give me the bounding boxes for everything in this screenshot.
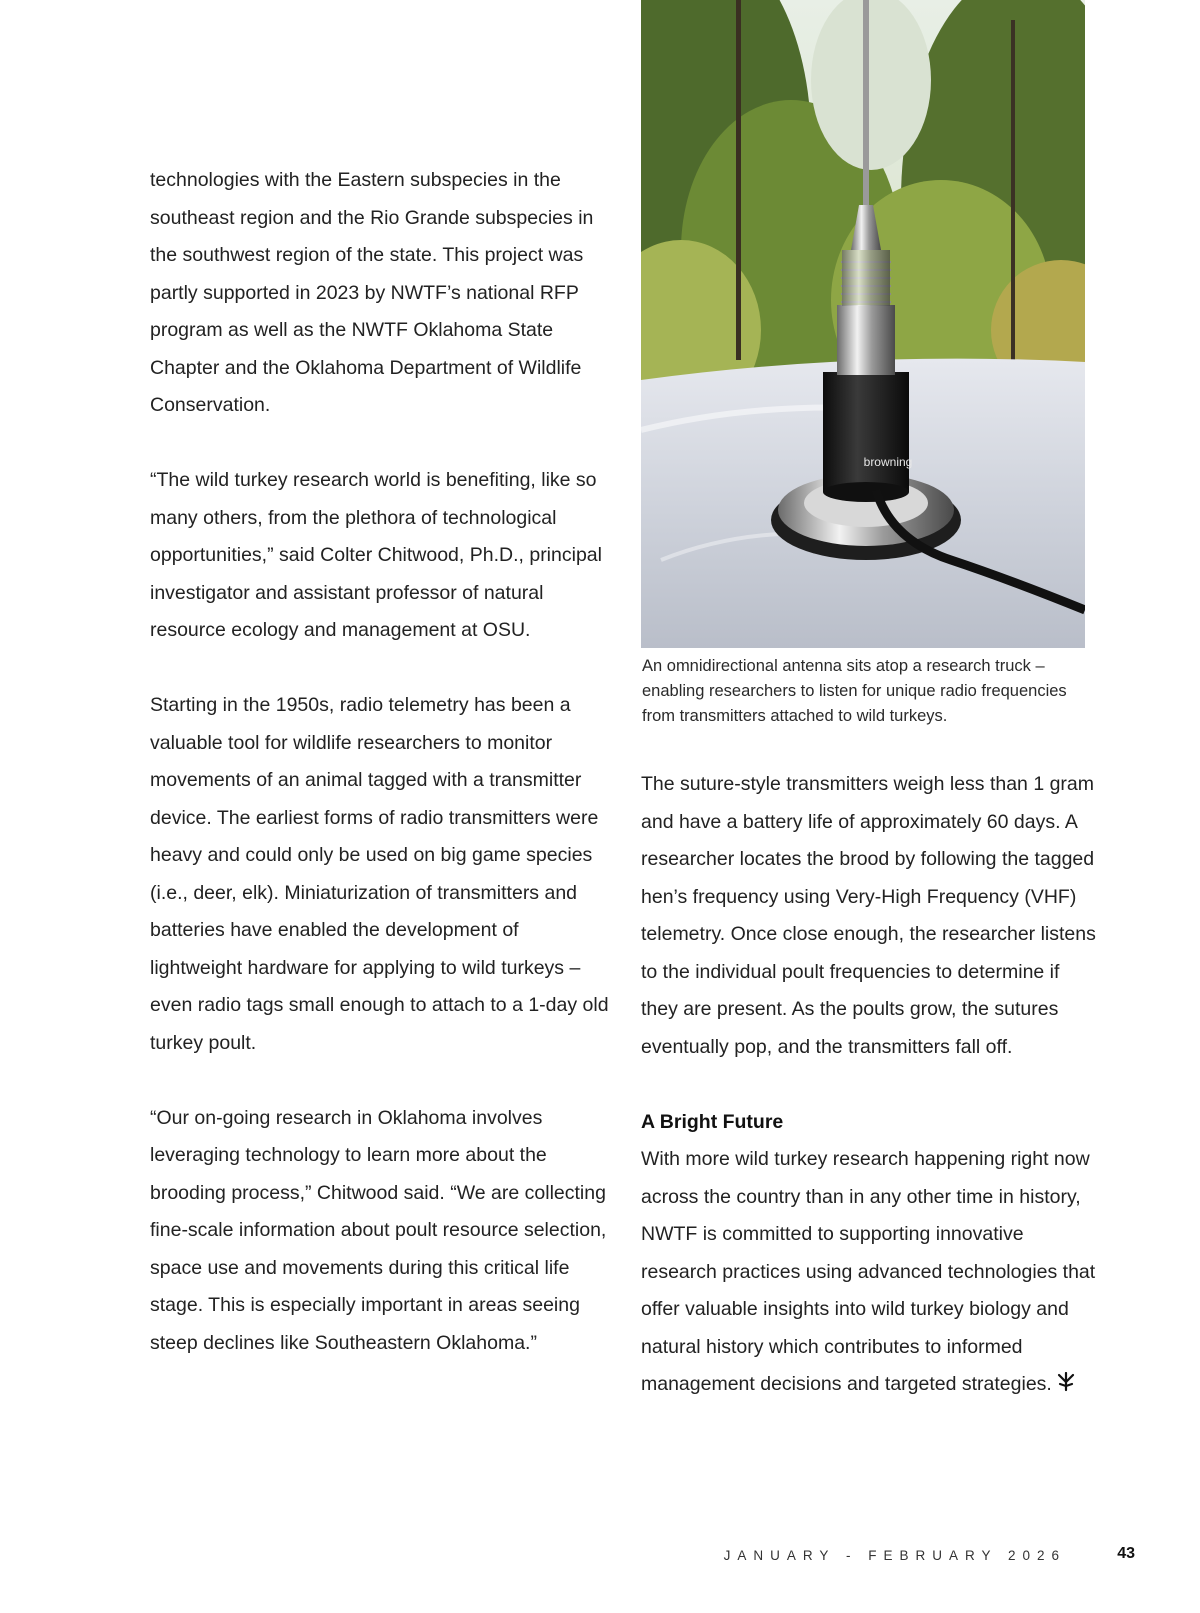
right-column: [641, 766, 1096, 1404]
article-paragraph: technologies with the Eastern subspecies in the southeast region and the Rio Grande subspecies in the southwest region of the state. This project was partly supported in 2023 by NWTF’s national RFP program as well as the NWTF Oklahoma State Chapter and the Oklahoma Department of Wildlife Conservation.: [150, 169, 594, 416]
photo-caption: An omnidirectional antenna sits atop a research truck – enabling researchers to listen for unique radio frequencies from transmitters attached to wild turkeys.: [642, 657, 1067, 725]
brand-label: browning: [863, 455, 913, 469]
article-paragraph: “Our on-going research in Oklahoma involves leveraging technology to learn more about the brooding process,” Chitwood said. “We are collecting fine-scale information about poult resource selection, space use and movements during this critical life stage. This is especially important in areas seeing steep declines like Southeastern Oklahoma.”: [150, 1106, 607, 1354]
antenna-photo: [641, 0, 1085, 648]
left-column: [150, 162, 610, 1362]
section-heading: A Bright Future: [641, 1110, 784, 1133]
issue-date: JANUARY - FEBRUARY 2026: [723, 1548, 1066, 1563]
page-number: 43: [1117, 1545, 1135, 1562]
article-paragraph: Starting in the 1950s, radio telemetry has been a valuable tool for wildlife researchers to monitor movements of an animal tagged with a transmitter device. The earliest forms of radio transmitters were heavy and could only be used on big game species (i.e., deer, elk). Miniaturization of transmitters and batteries have enabled the development of lightweight hardware for applying to wild turkeys – even radio tags small enough to attach to a 1-day old turkey poult.: [150, 694, 609, 1054]
turkey-track-icon: [1056, 1368, 1076, 1388]
article-paragraph-final: [641, 1141, 1096, 1404]
article-paragraph: The suture-style transmitters weigh less than 1 gram and have a battery life of approximately 60 days. A researcher locates the brood by following the tagged hen’s frequency using Very-High Frequency (VHF) telemetry. Once close enough, the researcher listens to the individual poult frequencies to determine if they are present. As the poults grow, the sutures eventually pop, and the transmitters fall off.: [641, 773, 1096, 1058]
final-paragraph-text: With more wild turkey research happening right now across the country than in any other time in history, NWTF is committed to supporting innovative research practices using advanced technologies that offer valuable insights into wild turkey biology and natural history which contributes to informed management decisions and targeted strategies.: [641, 1148, 1096, 1395]
article-paragraph: “The wild turkey research world is benefiting, like so many others, from the plethora of technological opportunities,” said Colter Chitwood, Ph.D., principal investigator and assistant professor of natural resource ecology and management at OSU.: [150, 469, 602, 641]
